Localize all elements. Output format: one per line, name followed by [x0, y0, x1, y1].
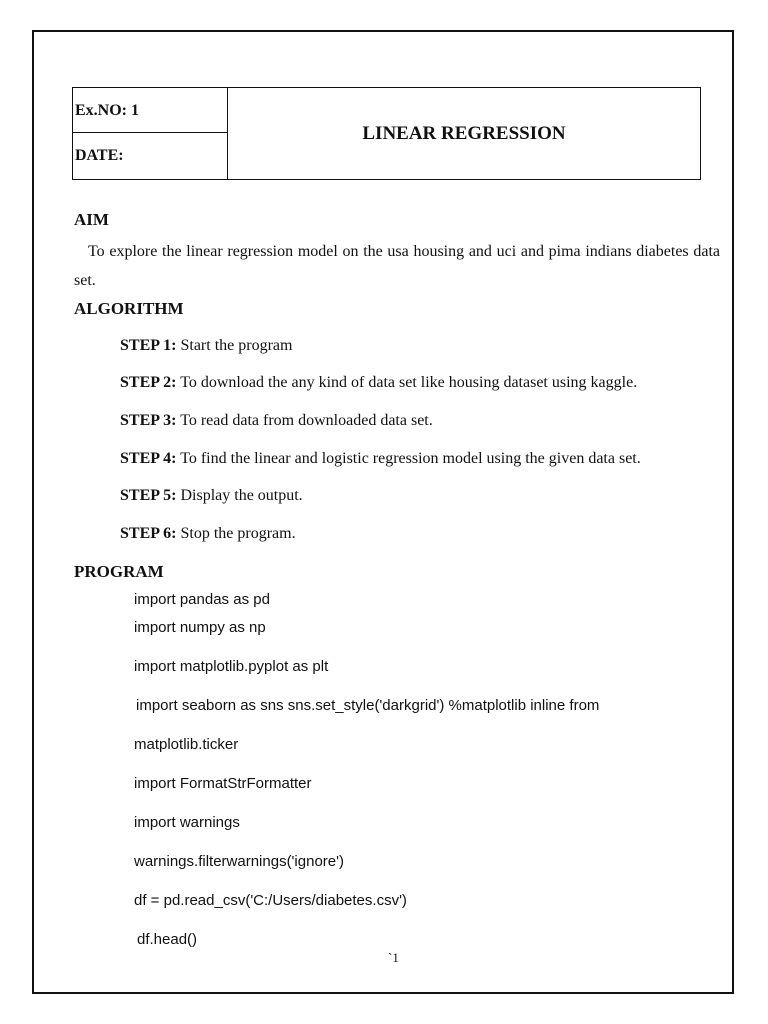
algorithm-step [120, 336, 292, 356]
code-line: warnings.filterwarnings('ignore') [134, 853, 344, 870]
step-label: STEP 3: [120, 412, 177, 429]
header-left-column [73, 88, 228, 179]
date-label: DATE: [75, 147, 124, 164]
algorithm-step [120, 373, 637, 393]
algorithm-heading: ALGORITHM [74, 299, 184, 318]
step-label: STEP 4: [120, 450, 177, 467]
exercise-title: LINEAR REGRESSION [362, 122, 566, 144]
step-text: Display the output. [180, 487, 303, 504]
exercise-number: Ex.NO: 1 [73, 88, 227, 133]
program-heading: PROGRAM [74, 562, 164, 581]
step-label: STEP 2: [120, 374, 177, 391]
code-line: df.head() [137, 931, 198, 948]
step-label: STEP 5: [120, 487, 177, 504]
code-line: import FormatStrFormatter [134, 775, 312, 792]
aim-heading: AIM [74, 210, 109, 229]
step-label: STEP 6: [120, 525, 177, 542]
code-line: matplotlib.ticker [134, 736, 239, 753]
algorithm-step [120, 524, 296, 544]
step-label: STEP 1: [120, 337, 177, 354]
algorithm-step [120, 411, 433, 431]
code-line: df = pd.read_csv('C:/Users/diabetes.csv') [134, 892, 407, 909]
code-line: import pandas as pd [134, 591, 270, 608]
page-number: `1 [388, 950, 399, 965]
algorithm-step [120, 449, 641, 469]
step-text: To find the linear and logistic regression model using the given data set. [180, 450, 641, 467]
step-text: Start the program [180, 337, 293, 354]
header-table [72, 87, 701, 180]
code-line: import warnings [134, 814, 240, 831]
step-text: Stop the program. [180, 525, 296, 542]
code-line: import seaborn as sns sns.set_style('darkgrid') %matplotlib inline from [136, 697, 600, 714]
code-line: import matplotlib.pyplot as plt [134, 658, 329, 675]
algorithm-step [120, 486, 303, 506]
step-text: To read data from downloaded data set. [180, 412, 433, 429]
aim-text: To explore the linear regression model on the usa housing and uci and pima indians diabetes data set. [74, 243, 720, 289]
step-text: To download the any kind of data set like housing dataset using kaggle. [180, 374, 638, 391]
code-line: import numpy as np [134, 619, 266, 636]
